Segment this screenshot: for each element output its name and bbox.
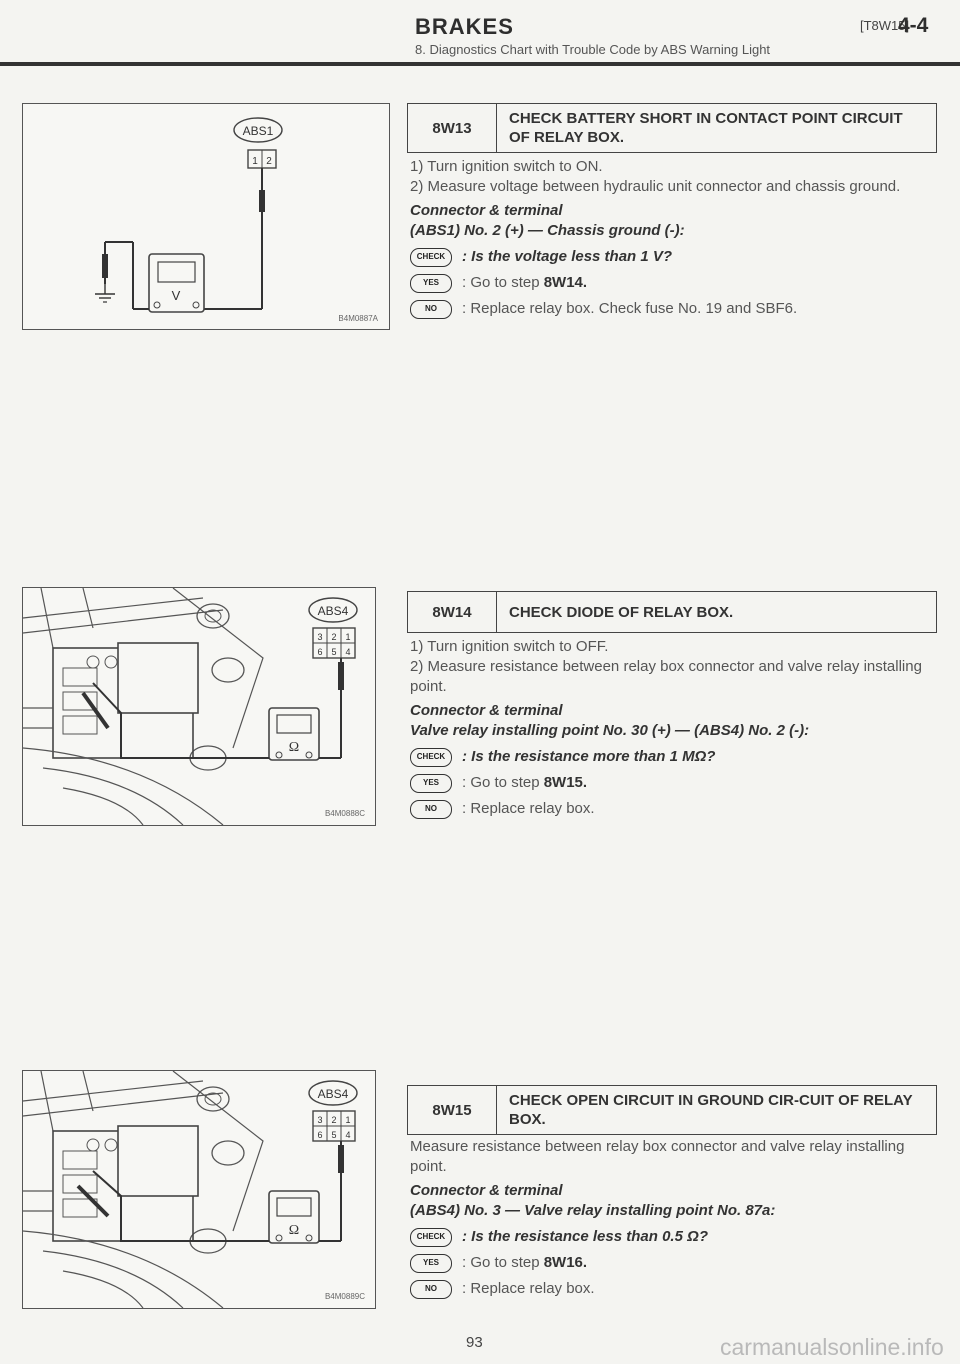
no-row — [410, 1279, 938, 1299]
section-subtitle: 8. Diagnostics Chart with Trouble Code by ABS Warning Light — [415, 42, 771, 57]
instruction: 1) Turn ignition switch to ON. — [410, 158, 603, 175]
yes-target: 8W16. — [543, 1254, 588, 1271]
yes-badge: YES — [410, 1254, 452, 1273]
connector-spec: (ABS4) No. 3 — Valve relay installing point No. 87a: — [410, 1202, 776, 1219]
yes-row — [410, 273, 938, 293]
no-row — [410, 799, 938, 819]
connector-label: ABS4 — [317, 604, 349, 618]
figure-code: B4M0889C — [324, 1292, 365, 1301]
step-body-8w15 — [410, 1137, 938, 1299]
check-badge: CHECK — [410, 248, 452, 267]
yes-target: 8W14. — [543, 274, 588, 291]
check-question: : Is the voltage less than 1 V? — [462, 248, 673, 265]
pin-label: 6 — [317, 1130, 323, 1140]
pin-label: 4 — [345, 647, 351, 657]
relay-box-diagram — [23, 588, 375, 825]
check-question: : Is the resistance more than 1 MΩ? — [462, 748, 716, 765]
no-text: : Replace relay box. — [462, 800, 595, 817]
check-badge: CHECK — [410, 1228, 452, 1247]
yes-target: 8W15. — [543, 774, 588, 791]
probe-tip — [259, 190, 265, 212]
step-header-8w13 — [407, 103, 937, 153]
step-title: CHECK DIODE OF RELAY BOX. — [509, 603, 734, 621]
pin-label: 1 — [345, 1115, 351, 1125]
connector-spec: (ABS1) No. 2 (+) — Chassis ground (-): — [410, 222, 685, 239]
yes-row — [410, 1253, 938, 1273]
step-body-8w14 — [410, 637, 938, 819]
pin-label: 5 — [331, 647, 337, 657]
connector-label: ABS4 — [317, 1087, 349, 1101]
section-code: [T8W15] — [860, 18, 910, 33]
no-badge: NO — [410, 1280, 452, 1299]
no-row — [410, 299, 938, 319]
check-row — [410, 1227, 938, 1247]
meter-symbol: V — [171, 288, 181, 303]
yes-text: : Go to step — [462, 1254, 540, 1271]
pin-label: 2 — [266, 156, 272, 167]
pin-label: 6 — [317, 647, 323, 657]
pin-label: 1 — [345, 632, 351, 642]
pin-label: 3 — [317, 1115, 323, 1125]
step-code: 8W15 — [408, 1086, 497, 1134]
figure-code: B4M0887A — [338, 314, 378, 323]
yes-row — [410, 773, 938, 793]
check-badge: CHECK — [410, 748, 452, 767]
connector-label: ABS1 — [242, 124, 274, 138]
connector-heading: Connector & terminal — [410, 202, 563, 219]
page-number: 93 — [466, 1334, 483, 1351]
no-text: : Replace relay box. — [462, 1280, 595, 1297]
pin-label: 5 — [331, 1130, 337, 1140]
connector-heading: Connector & terminal — [410, 702, 563, 719]
yes-text: : Go to step — [462, 274, 540, 291]
instruction: 2) Measure resistance between relay box connector and valve relay installing point. — [410, 658, 922, 695]
header-rule — [0, 62, 960, 66]
yes-badge: YES — [410, 774, 452, 793]
pin-label: 2 — [331, 632, 337, 642]
step-body-8w13 — [410, 157, 938, 319]
step-code: 8W13 — [408, 104, 497, 152]
step-title: CHECK OPEN CIRCUIT IN GROUND CIR-CUIT OF RELAY BOX. — [509, 1092, 913, 1128]
meter-symbol: Ω — [288, 1223, 300, 1238]
multimeter — [149, 254, 204, 312]
ground-probe — [102, 254, 108, 278]
figure-diode-check — [22, 587, 376, 826]
instruction: 2) Measure voltage between hydraulic unit connector and chassis ground. — [410, 178, 901, 195]
connector-heading: Connector & terminal — [410, 1182, 563, 1199]
no-badge: NO — [410, 800, 452, 819]
figure-ground-circuit-check — [22, 1070, 376, 1309]
instruction: 1) Turn ignition switch to OFF. — [410, 638, 609, 655]
watermark: carmanualsonline.info — [720, 1334, 944, 1360]
step-title: CHECK BATTERY SHORT IN CONTACT POINT CIRCUIT OF RELAY BOX. — [509, 110, 903, 146]
check-row — [410, 747, 938, 767]
step-header-8w15 — [407, 1085, 937, 1135]
yes-text: : Go to step — [462, 774, 540, 791]
instruction: Measure resistance between relay box connector and valve relay installing point. — [410, 1138, 905, 1175]
no-text: : Replace relay box. Check fuse No. 19 and SBF6. — [462, 300, 798, 317]
relay-box-diagram — [23, 1071, 375, 1308]
pin-label: 1 — [252, 156, 258, 167]
figure-code: B4M0888C — [324, 809, 365, 818]
step-header-8w14 — [407, 591, 937, 633]
figure-voltage-measurement — [22, 103, 390, 330]
pin-label: 4 — [345, 1130, 351, 1140]
no-badge: NO — [410, 300, 452, 319]
yes-badge: YES — [410, 274, 452, 293]
section-number: 4-4 — [898, 14, 929, 37]
pin-label: 2 — [331, 1115, 337, 1125]
check-row — [410, 247, 938, 267]
pin-label: 3 — [317, 632, 323, 642]
meter-symbol: Ω — [288, 740, 300, 755]
step-code: 8W14 — [408, 592, 497, 632]
check-question: : Is the resistance less than 0.5 Ω? — [462, 1228, 708, 1245]
connector-spec: Valve relay installing point No. 30 (+) — (ABS4) No. 2 (-): — [410, 722, 810, 739]
section-title: BRAKES — [415, 14, 514, 39]
voltage-diagram — [23, 104, 389, 329]
